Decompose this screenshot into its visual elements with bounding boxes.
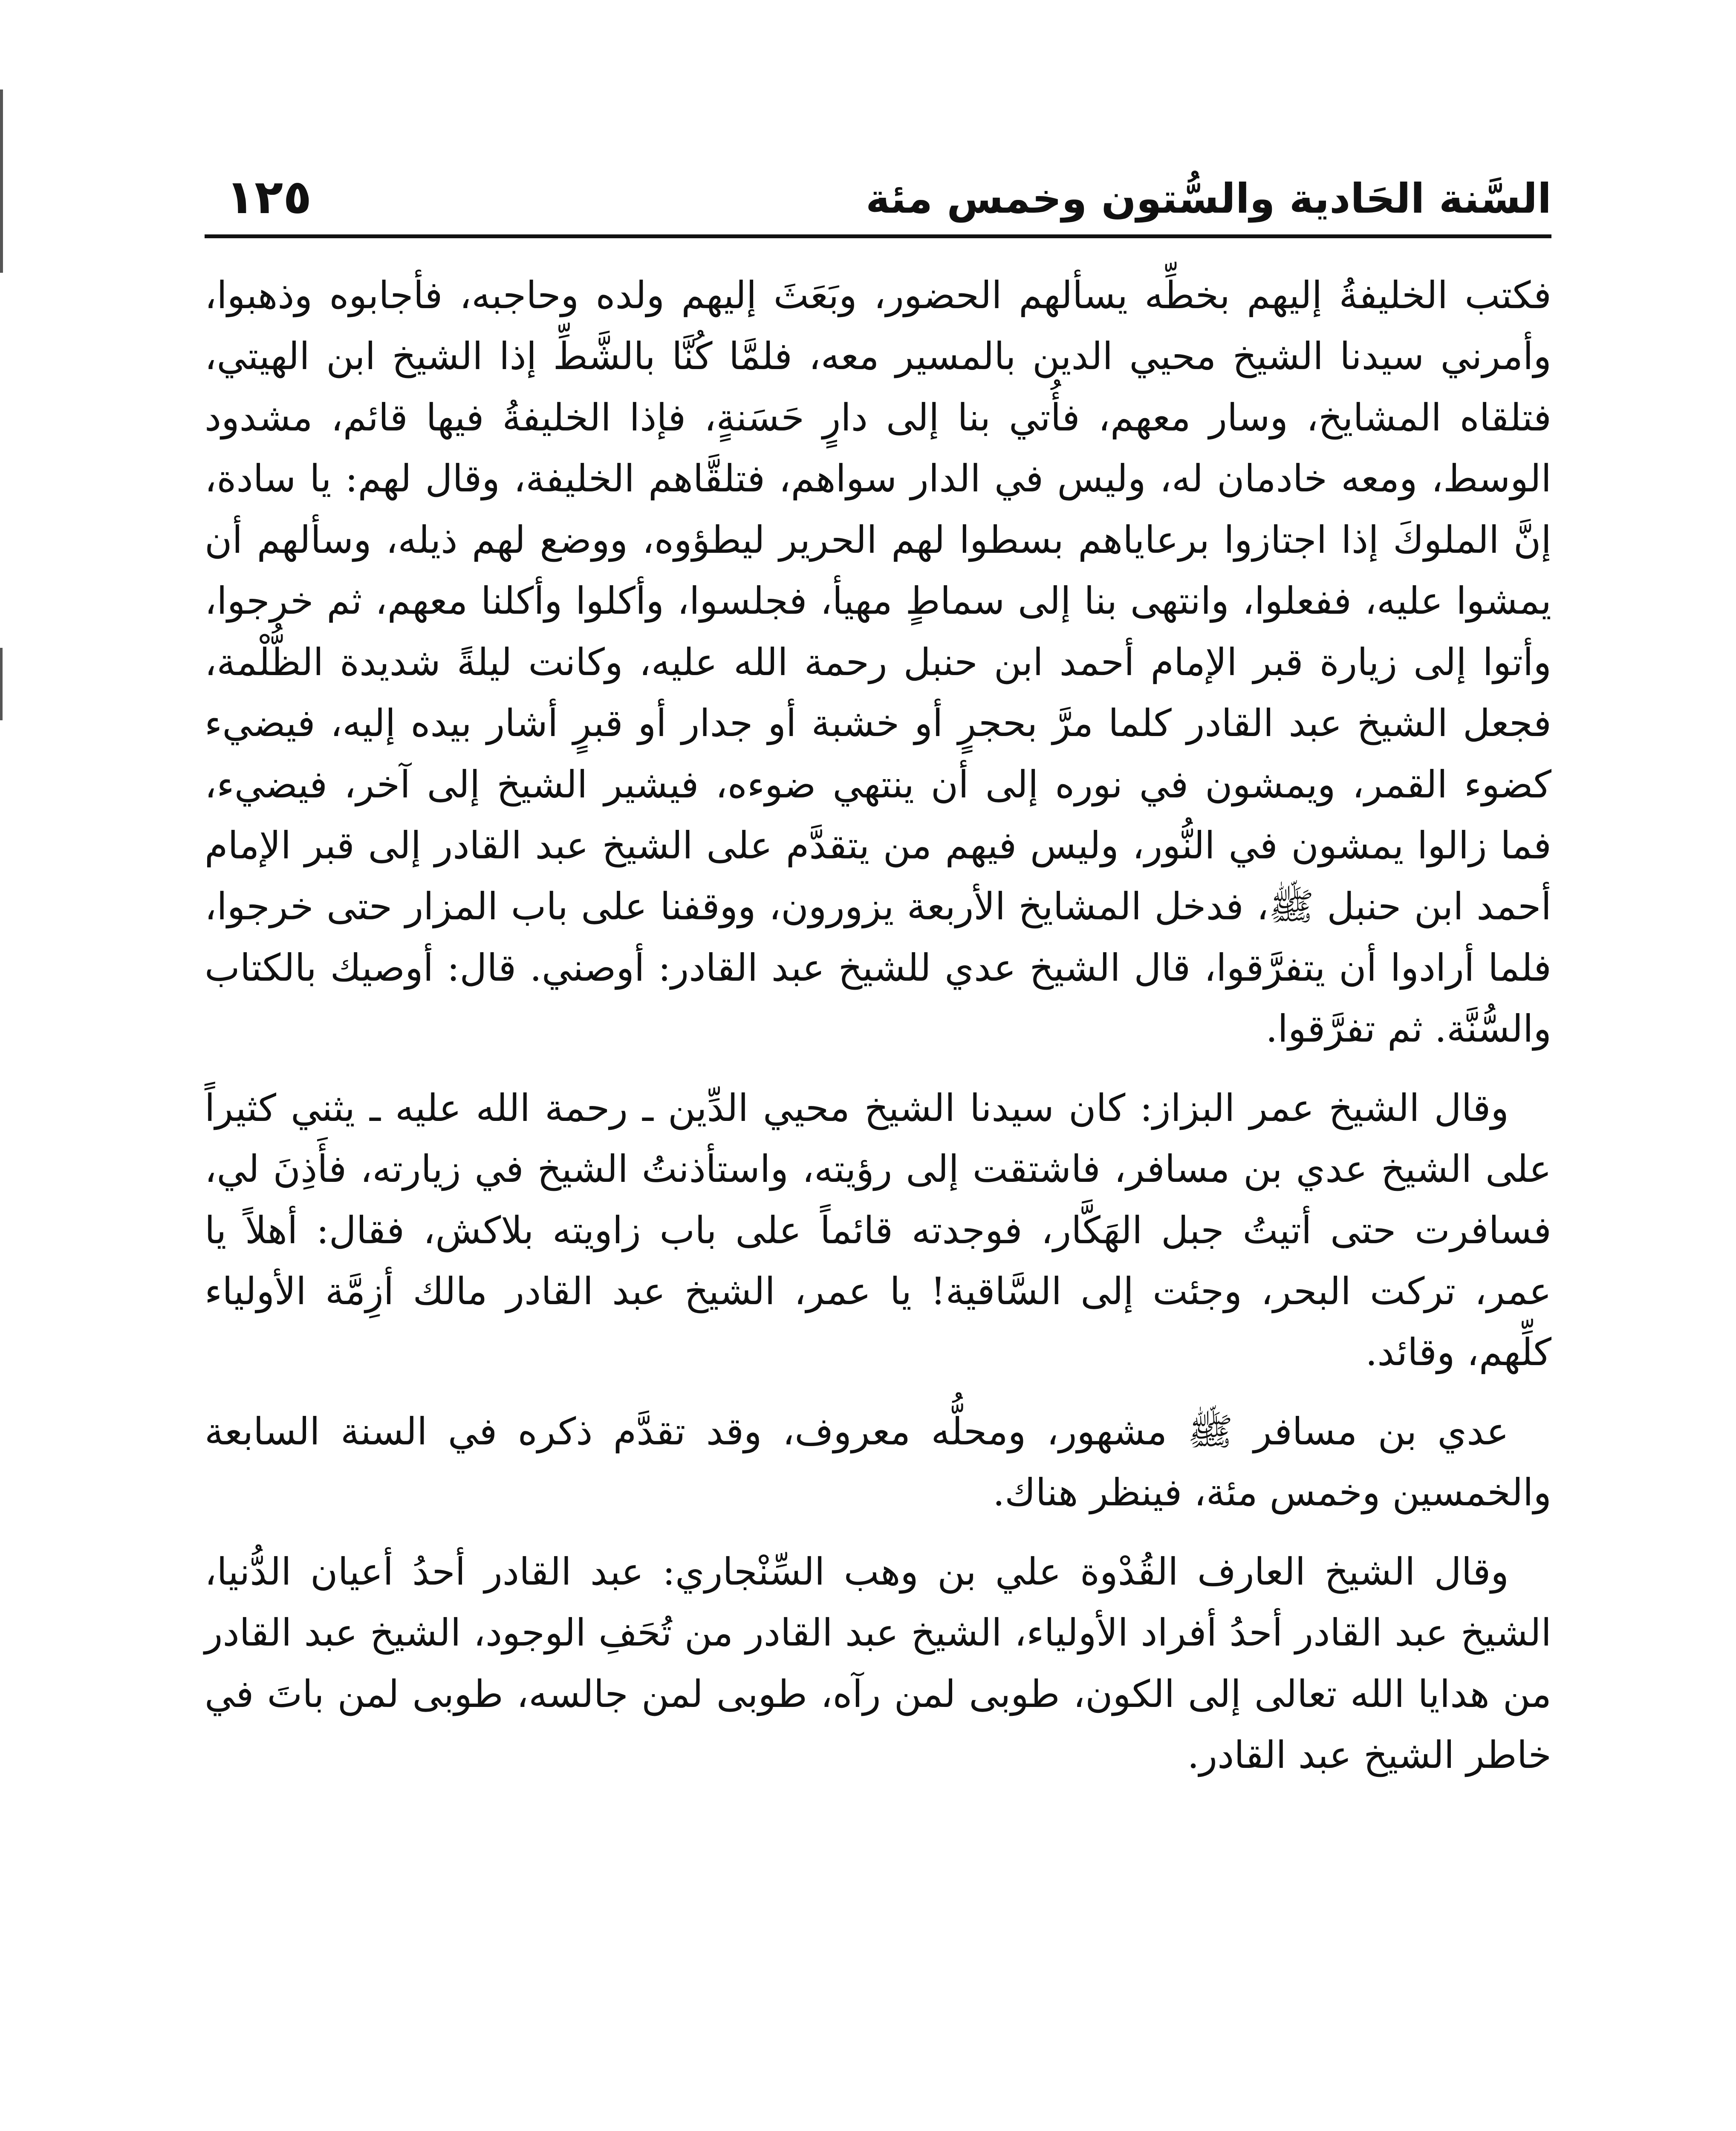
paragraph: وقال الشيخ العارف القُدْوة علي بن وهب السِّنْجاري: عبد القادر أحدُ أعيان الدُّنيا، الشيخ عبد القادر أحدُ أفراد الأولياء، الشيخ عبد القادر من تُحَفِ الوجود، الشيخ عبد القادر من هدايا الله تعالى إلى الكون، طوبى لمن رآه، طوبى لمن جالسه، طوبى لمن باتَ في خاطر الشيخ عبد القادر. <box>205 1549 1551 1777</box>
scan-edge-mark <box>0 648 3 720</box>
page-number: ١٢٥ <box>226 170 312 224</box>
paragraph: فكتب الخليفةُ إليهم بخطِّه يسألهم الحضور، وبَعَثَ إليهم ولده وحاجبه، فأجابوه وذهبوا، وأمرني سيدنا الشيخ محيي الدين بالمسير معه، فلمَّا كُنَّا بالشَّطِّ إذا الشيخ ابن الهيتي، فتلقاه المشايخ، وسار معهم، فأُتي بنا إلى دارٍ حَسَنةٍ، فإذا الخليفةُ فيها قائم، مشدود الوسط، ومعه خادمان له، وليس في الدار سواهم، فتلقَّاهم الخليفة، وقال لهم: يا سادة، إنَّ الملوكَ إذا اجتازوا برعاياهم بسطوا لهم الحرير ليطؤوه، ووضع لهم ذيله، وسألهم أن يمشوا عليه، ففعلوا، وانتهى بنا إلى سماطٍ مهيأ، فجلسوا، وأكلوا وأكلنا معهم، ثم خرجوا، وأتوا إلى زيارة قبر الإمام أحمد ابن حنبل رحمة الله عليه، وكانت ليلةً شديدة الظُّلْمة، فجعل الشيخ عبد القادر كلما مرَّ بحجرٍ أو خشبة أو جدار أو قبرٍ أشار بيده إليه، فيضيء كضوء القمر، ويمشون في نوره إلى أن ينتهي ضوءه، فيشير الشيخ إلى آخر، فيضيء، فما زالوا يمشون في النُّور، وليس فيهم من يتقدَّم على الشيخ عبد القادر إلى قبر الإمام أحمد ابن حنبل ﷺ، فدخل المشايخ الأربعة يزورون، ووقفنا على باب المزار حتى خرجوا، فلما أرادوا أن يتفرَّقوا، قال الشيخ عدي للشيخ عبد القادر: أوصني. قال: أوصيك بالكتاب والسُّنَّة. ثم تفرَّقوا. <box>205 273 1551 1051</box>
paragraph: عدي بن مسافر ﷺ مشهور، ومحلُّه معروف، وقد تقدَّم ذكره في السنة السابعة والخمسين وخمس مئة، فينظر هناك. <box>205 1409 1551 1515</box>
body-text <box>205 265 1551 1786</box>
book-page <box>205 149 1551 2131</box>
paragraph: وقال الشيخ عمر البزاز: كان سيدنا الشيخ محيي الدِّين ـ رحمة الله عليه ـ يثني كثيراً على الشيخ عدي بن مسافر، فاشتقت إلى رؤيته، واستأذنتُ الشيخ في زيارته، فأَذِنَ لي، فسافرت حتى أتيتُ جبل الهَكَّار، فوجدته قائماً على باب زاويته بلاكش، فقال: أهلاً يا عمر، تركت البحر، وجئت إلى السَّاقية! يا عمر، الشيخ عبد القادر مالك أزِمَّة الأولياء كلِّهم، وقائد. <box>205 1086 1552 1374</box>
running-head <box>205 149 1551 238</box>
scan-edge-mark <box>0 90 3 273</box>
running-title: السَّنة الحَادية والسُّتون وخمس مئة <box>866 175 1551 222</box>
